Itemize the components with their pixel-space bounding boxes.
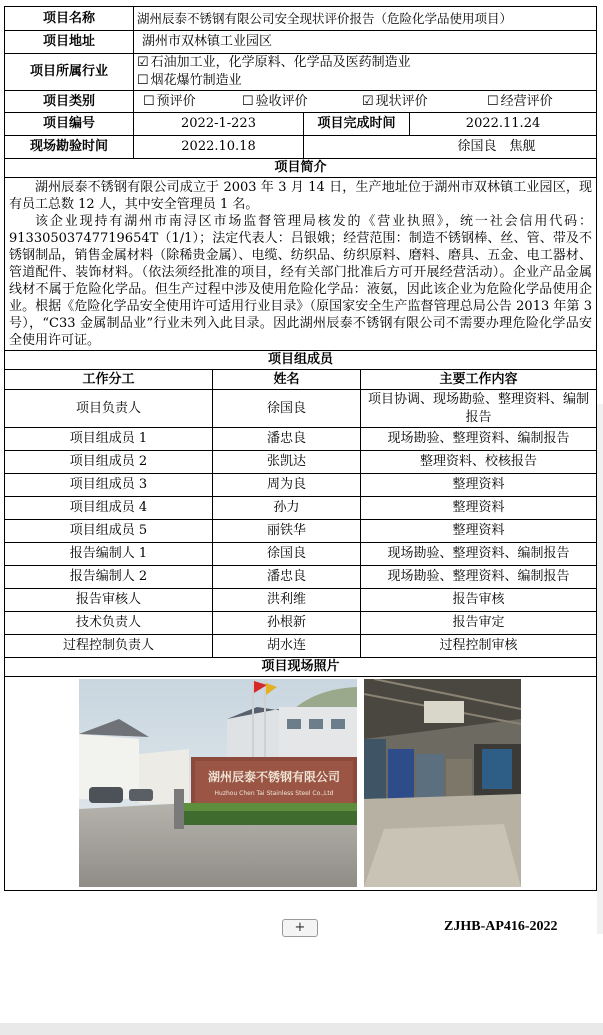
document-code: ZJHB-AP416-2022: [444, 919, 558, 934]
table-row: [5, 635, 597, 658]
member-work: 报告审核: [361, 589, 597, 612]
members-table: [4, 350, 597, 891]
member-name: 徐国良: [213, 543, 361, 566]
member-name: 孙力: [213, 497, 361, 520]
project-address-value: 湖州市双林镇工业园区: [134, 31, 597, 54]
member-role: 技术负责人: [5, 612, 213, 635]
project-address-label: 项目地址: [5, 31, 134, 54]
members-header-work: 主要工作内容: [361, 370, 597, 390]
category-option-label: 预评价: [156, 93, 196, 109]
member-work: 项目协调、现场勘验、整理资料、编制报告: [361, 390, 597, 428]
site-photo-workshop: [364, 679, 521, 887]
member-work: 整理资料: [361, 497, 597, 520]
member-name: 孙根新: [213, 612, 361, 635]
sign-subtext: Huzhou Chen Tai Stainless Steel Co.,Ltd: [214, 790, 334, 797]
project-name-label: 项目名称: [5, 7, 134, 31]
members-section-title: 项目组成员: [5, 351, 597, 370]
member-role: 报告审核人: [5, 589, 213, 612]
project-name-value: 湖州辰泰不锈钢有限公司安全现状评价报告（危险化学品使用项目）: [134, 7, 597, 31]
sign-text: 湖州辰泰不锈钢有限公司: [207, 770, 341, 784]
survey-people: 徐国良 焦舰: [410, 136, 597, 159]
report-sheet: [4, 6, 596, 891]
member-work: 整理资料: [361, 520, 597, 543]
completion-time-value: 2022.11.24: [410, 113, 597, 136]
project-category-options: [134, 91, 597, 113]
table-row: [5, 390, 597, 428]
member-name: 徐国良: [213, 390, 361, 428]
member-work: 整理资料: [361, 474, 597, 497]
intro-paragraph-2: 该企业现持有湖州市南浔区市场监督管理局核发的《营业执照》，统一社会信用代码：91330503747719654T（1/1）；法定代表人：吕银娥；经营范围：制造不锈钢棒、丝、管、带及不锈钢制品，销售金属材料（除稀贵金属）、电缆、纺织品、纺织原料、磨料、磨具、五金、电工器材、管道配件、装饰材料。（依法须经批准的项目，经有关部门批准后方可开展经营活动）。企业产品金属线材不属于危险化学品。但生产过程中涉及使用危险化学品：液氨，因此该企业为危险化学品使用企业。根据《危险化学品安全使用许可适用行业目录》（原国家安全生产监督管理总局公告 2013 年第 3 号），“C33 金属制品业”行业未列入此目录。因此湖州辰泰不锈钢有限公司不需要办理危险化学品安全使用许可证。: [9, 214, 593, 348]
category-option-status[interactable]: [362, 93, 487, 111]
table-row: [5, 589, 597, 612]
category-option-acceptance[interactable]: [242, 93, 362, 111]
survey-time-value: 2022.10.18: [134, 136, 304, 159]
category-option-business[interactable]: [487, 93, 553, 111]
completion-time-label: 项目完成时间: [304, 113, 410, 136]
checkbox-unchecked-icon: ☐: [143, 93, 155, 109]
category-option-label: 验收评价: [255, 93, 308, 109]
member-role: 报告编制人 1: [5, 543, 213, 566]
member-name: 丽铁华: [213, 520, 361, 543]
industry-option-petrochemical[interactable]: [137, 54, 593, 72]
survey-blank-cell: [304, 136, 410, 159]
site-photo-workshop-drawing: [364, 679, 521, 887]
project-number-label: 项目编号: [5, 113, 134, 136]
site-photo-entrance-drawing: [79, 679, 357, 887]
table-row: [5, 451, 597, 474]
industry-option-label: 烟花爆竹制造业: [150, 73, 242, 88]
member-work: 现场勘验、整理资料、编制报告: [361, 543, 597, 566]
bottom-scrollbar[interactable]: [0, 1023, 603, 1035]
industry-option-fireworks[interactable]: [137, 72, 593, 90]
member-work: 过程控制审核: [361, 635, 597, 658]
checkbox-checked-icon: ☑: [362, 93, 374, 109]
member-role: 项目组成员 3: [5, 474, 213, 497]
member-work: 现场勘验、整理资料、编制报告: [361, 566, 597, 589]
member-name: 洪利维: [213, 589, 361, 612]
table-row: [5, 543, 597, 566]
table-row: [5, 566, 597, 589]
category-option-label: 经营评价: [500, 93, 553, 109]
member-work: 现场勘验、整理资料、编制报告: [361, 428, 597, 451]
photos-cell: [5, 677, 597, 891]
member-role: 过程控制负责人: [5, 635, 213, 658]
member-work: 整理资料、校核报告: [361, 451, 597, 474]
intro-content: [5, 178, 597, 351]
site-photo-entrance: [79, 679, 357, 887]
project-number-value: 2022-1-223: [134, 113, 304, 136]
checkbox-unchecked-icon: ☐: [487, 93, 499, 109]
member-name: 胡水连: [213, 635, 361, 658]
member-work: 报告审定: [361, 612, 597, 635]
project-category-label: 项目类别: [5, 91, 134, 113]
project-industry-label: 项目所属行业: [5, 54, 134, 91]
intro-paragraph-1: 湖州辰泰不锈钢有限公司成立于 2003 年 3 月 14 日，生产地址位于湖州市双林镇工业园区，现有员工总数 12 人，其中安全管理员 1 名。: [9, 180, 593, 212]
photos-section-title: 项目现场照片: [5, 658, 597, 677]
member-name: 张凯达: [213, 451, 361, 474]
member-role: 项目组成员 2: [5, 451, 213, 474]
table-row: [5, 428, 597, 451]
checkbox-unchecked-icon: ☐: [242, 93, 254, 109]
category-option-label: 现状评价: [375, 93, 428, 109]
table-row: [5, 497, 597, 520]
members-header-name: 姓名: [213, 370, 361, 390]
member-role: 项目组成员 5: [5, 520, 213, 543]
expand-button[interactable]: +: [282, 919, 318, 937]
member-role: 报告编制人 2: [5, 566, 213, 589]
members-header-role: 工作分工: [5, 370, 213, 390]
member-name: 周为良: [213, 474, 361, 497]
table-row: [5, 474, 597, 497]
survey-time-label: 现场勘验时间: [5, 136, 134, 159]
member-role: 项目组成员 1: [5, 428, 213, 451]
member-name: 潘忠良: [213, 566, 361, 589]
intro-section-title: 项目简介: [5, 159, 597, 178]
member-role: 项目组成员 4: [5, 497, 213, 520]
scrollbar-track[interactable]: [597, 404, 603, 934]
category-option-pre[interactable]: [137, 93, 242, 111]
project-industry-options: [134, 54, 597, 91]
table-row: [5, 520, 597, 543]
member-name: 潘忠良: [213, 428, 361, 451]
table-row: [5, 612, 597, 635]
checkbox-checked-icon: ☑: [137, 55, 149, 70]
member-role: 项目负责人: [5, 390, 213, 428]
industry-option-label: 石油加工业，化学原料、化学品及医药制造业: [150, 55, 411, 70]
checkbox-unchecked-icon: ☐: [137, 73, 149, 88]
project-info-table: [4, 6, 597, 351]
